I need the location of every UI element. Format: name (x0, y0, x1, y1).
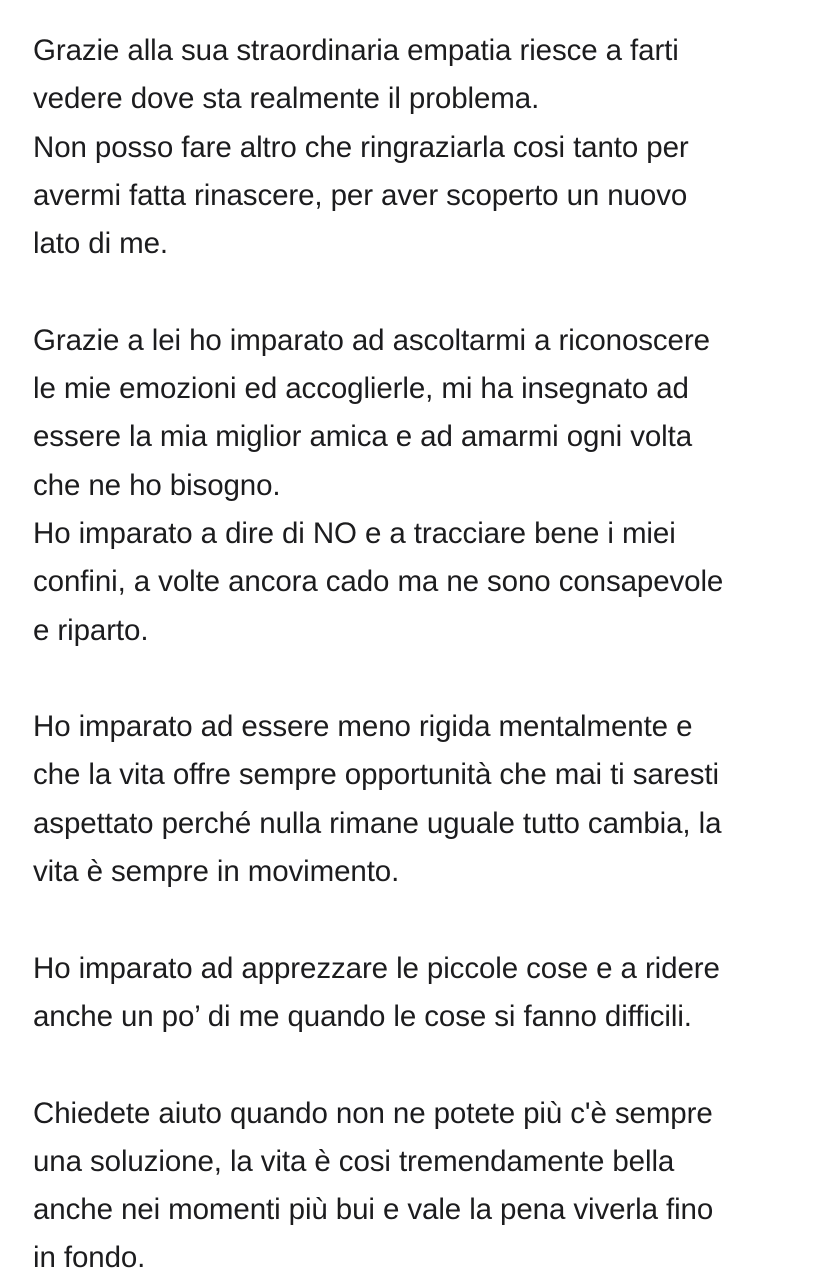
paragraph-4 (33, 945, 804, 1042)
text-line: confini, a volte ancora cado ma ne sono consapevole (33, 565, 724, 599)
text-line: vedere dove sta realmente il problema. (33, 82, 540, 116)
text-line: Chiedete aiuto quando non ne potete più c'è sempre (33, 1096, 713, 1130)
paragraph-2 (33, 317, 804, 655)
text-line: Non posso fare altro che ringraziarla cosi tanto per (33, 130, 689, 164)
paragraph-gap (33, 1041, 804, 1089)
paragraph-3 (33, 703, 804, 896)
text-line: anche un po’ di me quando le cose si fanno difficili. (33, 999, 692, 1033)
text-line: anche nei momenti più bui e vale la pena viverla fino (33, 1193, 714, 1227)
text-line: Ho imparato a dire di NO e a tracciare bene i miei (33, 516, 676, 550)
text-line: Grazie alla sua straordinaria empatia riesce a farti (33, 34, 679, 67)
text-line: una soluzione, la vita è cosi tremendamente bella (33, 1144, 675, 1178)
paragraph-gap (33, 655, 804, 703)
text-line: le mie emozioni ed accoglierle, mi ha insegnato ad (33, 372, 689, 406)
text-line: che la vita offre sempre opportunità che mai ti saresti (33, 758, 719, 792)
text-line: vita è sempre in movimento. (33, 855, 400, 889)
text-line: che ne ho bisogno. (33, 468, 281, 502)
text-line: e riparto. (33, 613, 149, 647)
text-line: aspettato perché nulla rimane uguale tutto cambia, la (33, 806, 722, 840)
paragraph-1 (33, 27, 804, 268)
text-line: Grazie a lei ho imparato ad ascoltarmi a riconoscere (33, 323, 710, 357)
text-line: essere la mia miglior amica e ad amarmi ogni volta (33, 420, 693, 454)
text-line: lato di me. (33, 227, 168, 261)
paragraph-gap (33, 896, 804, 944)
text-line: Ho imparato ad essere meno rigida mentalmente e (33, 710, 693, 744)
text-line: Ho imparato ad apprezzare le piccole cose e a ridere (33, 951, 720, 985)
paragraph-5 (33, 1090, 804, 1283)
text-line: in fondo. (33, 1241, 146, 1275)
text-line: avermi fatta rinascere, per aver scoperto un nuovo (33, 178, 688, 212)
paragraph-gap (33, 268, 804, 316)
